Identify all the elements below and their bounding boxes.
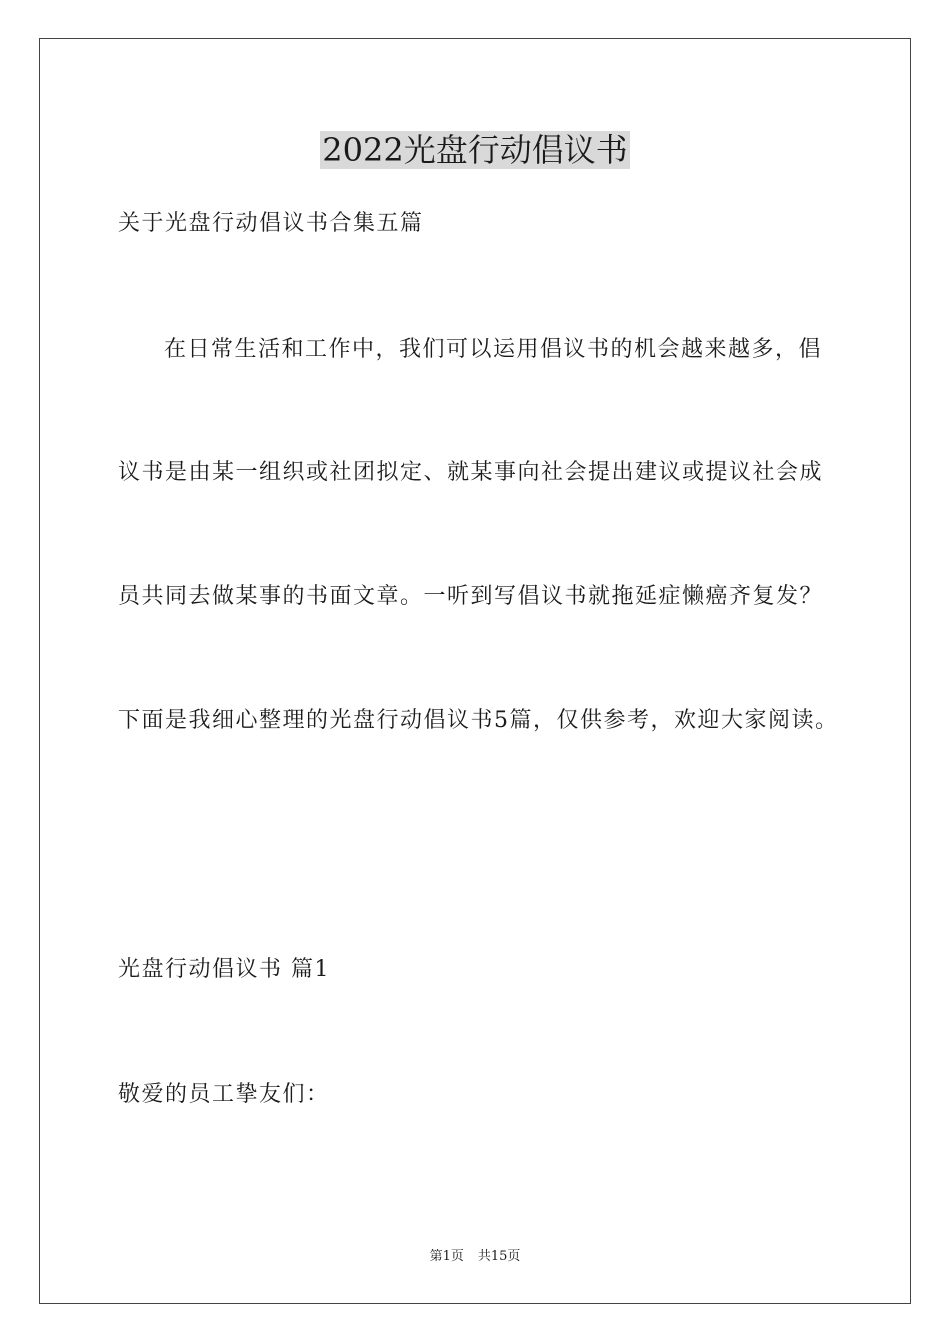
document-title-text: 2022光盘行动倡议书 [322,131,628,169]
intro-line-3: 员共同去做某事的书面文章。一听到写倡议书就拖延症懒癌齐复发？ [118,584,824,609]
intro-line-1: 在日常生活和工作中，我们可以运用倡议书的机会越来越多，倡 [164,337,823,362]
document-subtitle: 关于光盘行动倡议书合集五篇 [118,211,424,236]
intro-line-4: 下面是我细心整理的光盘行动倡议书5篇，仅供参考，欢迎大家阅读。 [118,708,839,733]
page-number: 第1页 [429,1249,464,1264]
section-heading: 光盘行动倡议书 篇1 [118,957,330,982]
page-total: 共15页 [477,1249,521,1264]
salutation: 敬爱的员工挚友们： [118,1082,330,1107]
document-title [0,126,950,174]
intro-line-2: 议书是由某一组织或社团拟定、就某事向社会提出建议或提议社会成 [118,460,824,485]
page-footer [0,1248,950,1266]
